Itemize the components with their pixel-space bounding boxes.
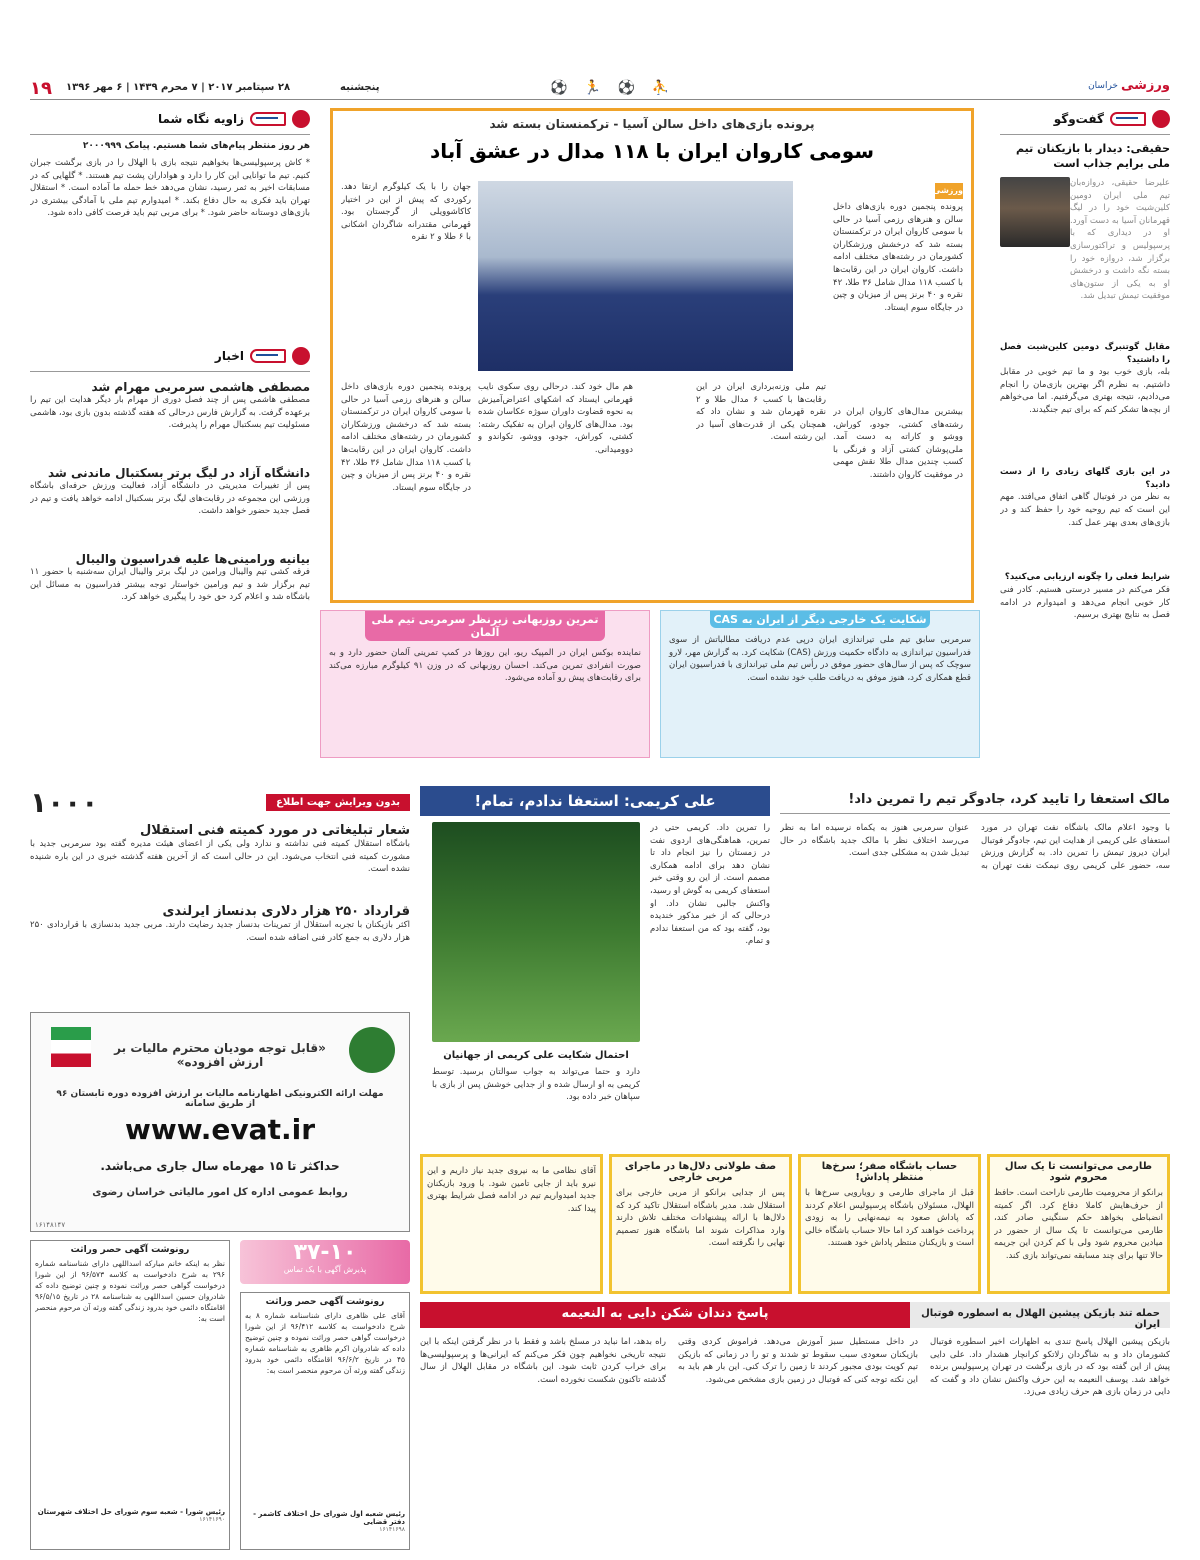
karimi-text: را تمرین داد. کریمی حتی در تمرین، هماهنگی‌های اردوی نفت در زمستان را نیز انجام داد تا نشان دهد برای ادامه همکاری مصمم است. از این رو وقتی خبر استعفای کریمی به گوش او رسید، واکنش جالبی نشان داد. او درحالی که از خبر مذکور خندیده بود، گفته بود که من استعفا ندادم و تمام. (650, 823, 770, 947)
brand-sub: خراسان (1088, 80, 1118, 91)
flag-graphic (51, 1027, 91, 1067)
daei-headline-bar (420, 1302, 1170, 1328)
readers-section-header (30, 108, 310, 130)
section-dot-icon (1152, 110, 1170, 128)
daei-tag: حمله تند بازیکن پیشین الهلال به اسطوره فوتبال ایران (910, 1302, 1170, 1328)
news3-text: فرقه کشی تیم والیبال ورامین در لیگ برتر والیبال ایران سه‌شنبه با حضور ۱۱ تیم برگزار شد و تیم ورامین خواستار توجه بیشتر فدراسیون به مسائل این باشگاه شد و اعلام کرد حق خود را پیگیری خواهد کرد. (30, 567, 310, 603)
row-box-1-text: برانکو از محرومیت طارمی ناراحت است. حافظ از حرف‌هایش کاملا دفاع کرد. اگر کمیته انضباطی بخواهد حکم سنگینی صادر کند، طارمی می‌توانست تا یک سال از حضور در میادین محروم شود ولی با کم کردن این جریمه حالا تنها برای چند مسابقه نمی‌تواند بازی کند. (994, 1188, 1163, 1261)
karimi-headline-bar (420, 786, 770, 816)
interview-a3: فکر می‌کنم در مسیر درستی هستیم. کادر فنی کار خوبی انجام می‌دهد و امیدوارم در ادامه فصل به نتایج بهتری برسیم. (1000, 584, 1170, 621)
lead-col5: پرونده پنجمین دوره بازی‌های داخل سالن و هنرهای رزمی آسیا در حالی با سومی کاروان ایران در ترکمنستان بسته شد که درخشش ورزشکاران کشورمان در رشته‌های مختلف ادامه داشت. کاروان ایران در این رقابت‌ها با کسب ۱۱۸ مدال شامل ۳۶ طلا، ۴۲ نقره و ۴۰ برنز پس از میزبان و چین در جایگاه سوم ایستاد. (341, 382, 471, 493)
boxes-row (420, 1154, 1170, 1294)
cas-box (660, 610, 980, 758)
weekday: پنجشنبه (340, 82, 380, 93)
cas-text: سرمربی سابق تیم ملی تیراندازی ایران درپی عدم دریافت مطالباتش از سوی فدراسیون تیراندازی به دادگاه حکمیت ورزش (CAS) شکایت کرد. به گزارش مهر، لارو سوچک که پس از سال‌های حضور موفق در رأس تیم ملی تیراندازی با فدراسیون ایران قطع همکاری کرد، هنوز موفق به دریافت طلب خود نشده است. (669, 635, 971, 683)
row-box-4 (420, 1154, 603, 1294)
sports-icons: ⛹ ⚽ 🏃 ⚽ (550, 80, 676, 96)
malek-headline: مالک استعفا را تایید کرد، جادوگر تیم را تمرین داد! (780, 786, 1170, 814)
evat-deadline: حداکثر تا ۱۵ مهرماه سال جاری می‌باشد. (100, 1159, 340, 1173)
masthead (30, 78, 1170, 100)
row-box-2 (798, 1154, 981, 1294)
promo-number: ۳۷-۱۰ (293, 1240, 357, 1265)
row-box-4-text: آقای نظامی ما به نیروی جدید نیاز داریم و این نیرو باید از جایی تامین شود. با ورود بازیکنان جدید امیدواریم تیم در ادامه فصل شرایط بهتری پیدا کند. (427, 1166, 596, 1214)
interview-column (1000, 108, 1170, 758)
notice-t1: باشگاه استقلال کمیته فنی نداشته و ندارد ولی یکی از اعضای هیئت مدیره گفته بود سرمربی جدید با مشورت کمیته فنی انتخاب می‌شود. این در حالی است که از آخرین هفته گذشته خبری در این باره شنیده نشده است. (30, 839, 410, 875)
training-text: نماینده بوکس ایران در المپیک ریو، این روزها در کمپ تمرینی آلمان حضور دارد و به صورت انفرادی تمرین می‌کند. احسان روزبهانی که در وزن ۹۱ کیلوگرم مبارزه می‌کند برای رقابت‌های پیش رو آماده می‌شود. (329, 648, 641, 684)
interview-a1: بله، بازی خوب بود و ما تیم خوبی در مقابل داشتیم. به نظرم اگر بهترین بازی‌مان را انجام می‌دادیم، نتیجه بهتری می‌گرفتیم. اما می‌خواهم از بچه‌ها تشکر کنم که برای تیم جنگیدند. (1000, 367, 1170, 415)
training-box (320, 610, 650, 758)
player-photo (1000, 177, 1070, 247)
section-dot-icon (292, 110, 310, 128)
ad2-text: آقای علی ظاهری دارای شناسنامه شماره ۸ به شرح دادخواست به کلاسه ۹۶/۴۱۲ از این شورا درخواست گواهی حصر وراثت نموده و چنین توضیح داده که شادروان اکرم ظاهری به شناسنامه شماره ۴۵ در تاریخ ۹۶/۶/۲ اقامتگاه دائمی خود بدرود زندگی گفته ورثه آن مرحوم منحصر است به: (245, 1311, 405, 1375)
row-box-3-title: صف طولانی دلال‌ها در ماجرای مربی خارجی (624, 1161, 777, 1183)
ad2-title: رونوشت آگهی حصر وراثت (265, 1297, 385, 1307)
classified-ad-2 (240, 1292, 410, 1550)
row-box-1-title: طارمی می‌توانست تا یک سال محروم شود (1004, 1161, 1153, 1183)
interview-section-header (1000, 108, 1170, 130)
brand-main: ورزشی (1121, 78, 1170, 93)
page-number: ۱۹ (30, 78, 52, 99)
evat-url[interactable]: www.evat.ir (124, 1113, 315, 1146)
karimi-photo-caption: احتمال شکایت علی کریمی از جهانیان (443, 1050, 629, 1061)
date-line: ۲۸ سپتامبر ۲۰۱۷ | ۷ محرم ۱۴۳۹ | ۶ مهر ۱۳۹۶ (66, 82, 291, 93)
row-box-3-text: پس از جدایی برانکو از مربی خارجی برای استقلال شد. مدیر باشگاه استقلال تاکید کرد که دلال‌ها با ارائه پیشنهادات مختلف تلاش دارند وارد مذاکرات شوند اما باشگاه هنوز تصمیم نهایی را نگرفته است. (616, 1188, 785, 1249)
evat-slogan: «قابل توجه مودیان محترم مالیات بر ارزش افزوده» (114, 1041, 326, 1069)
team-photo (478, 181, 793, 371)
daei-story (420, 1302, 1170, 1550)
lead-col2b: تیم ملی وزنه‌برداری ایران در این رقابت‌ها با کسب ۶ مدال طلا و ۲ نقره قهرمان شد و نشان داد که همچنان یکی از قدرت‌های آسیا در این رشته است. (696, 382, 826, 443)
news2-text: پس از تغییرات مدیریتی در دانشگاه آزاد، فعالیت ورزش حرفه‌ای باشگاه ورزشی این مجموعه در رقابت‌های لیگ برتر بسکتبال ادامه خواهد یافت و تیم در فصل جدید حضور خواهد داشت. (30, 481, 310, 517)
interview-a2: به نظر من در فوتبال گاهی اتفاق می‌افتد. مهم این است که تیم روحیه خود را حفظ کند و در بازی‌های بعدی بهتر عمل کند. (1000, 492, 1170, 528)
readers-section-label: زاویه نگاه شما (157, 112, 244, 126)
row-box-2-title: حساب باشگاه صفر؛ سرخ‌ها منتظر پاداش! (821, 1161, 958, 1183)
daei-text2: در داخل مستطیل سبز آموزش می‌دهد. فراموش کردی وقتی بازیکنان سعودی سبب سقوط تو شدند و تو را در زمانی که بازیکن تیم کویت بودی مجبور کردند تا زمین را ترک کنی. این بار هم باید به این نکته توجه کنی که فوتبال در زمین بازی مشخص می‌شود. (678, 1337, 918, 1385)
karimi-text2: دارد و حتما می‌تواند به جواب سوالتان برسید. توسط کریمی به او ارسال شده و از جدایی خوشش پس از بازی با سپاهان خبر داده بود. (432, 1067, 640, 1103)
notice-number: ۱۰۰۰ (30, 786, 99, 819)
interview-intro: علیرضا حقیقی، دروازه‌بان تیم ملی ایران دومین کلین‌شیت خود را در لیگ قهرمانان آسیا به دست آورد. او در دیداری که با پرسپولیس و تراکتورسازی برگزار شد، دروازه خود را بسته نگه داشت و درخشش او به یکی از ستون‌های موفقیت تیمش تبدیل شد. (1070, 178, 1170, 302)
lead-headline: سومی کاروان ایران با ۱۱۸ مدال در عشق آباد (429, 139, 875, 163)
ad1-code: ۱۶۱۴۱۶۹۰ (199, 1516, 225, 1523)
evat-ad (30, 1012, 410, 1232)
notice-h2: قرارداد ۲۵۰ هزار دلاری بدنساز ایرلندی (162, 904, 410, 919)
section-arrow-icon (1110, 112, 1146, 126)
training-title: تمرین روزبهانی زیرنظر سرمربی تیم ملی آلمان (365, 611, 605, 641)
promo-banner (240, 1240, 410, 1284)
notice-t2: اکثر بازیکنان با تجربه استقلال از تمرینات بدنساز جدید رضایت دارند. مربی جدید بدنسازی با قراردادی ۲۵۰ هزار دلاری به جمع کادر فنی اضافه شده است. (30, 920, 410, 943)
evat-code: ۱۶۱۴۸۱۴۷ (35, 1221, 66, 1229)
ad1-text: نظر به اینکه خانم مبارکه اسداللهی دارای شناسنامه شماره ۲۹۶ به شرح دادخواست به کلاسه ۹۶/۵۷۳ از این شورا درخواست گواهی حصر وراثت نموده و چنین توضیح داده که شادروان حسین اسداللهی به شناسنامه ۲۸ در تاریخ ۹۶/۵/۱۵ اقامتگاه دائمی خود بدرود زندگی گفته ورثه آن مرحوم منحصر است به: (35, 1259, 225, 1323)
interview-headline: حقیقی: دیدار با بازیکنان تیم ملی برایم جذاب است (1016, 142, 1170, 170)
lead-col1: پرونده پنجمین دوره بازی‌های داخل سالن و هنرهای رزمی آسیا در حالی با سومی کاروان ایران در ترکمنستان بسته شد که درخشش ورزشکاران کشورمان در رشته‌های مختلف ادامه داشت. کاروان ایران در این رقابت‌ها با کسب ۱۱۸ مدال شامل ۳۶ طلا، ۴۲ نقره و ۴۰ برنز پس از میزبان و چین در جایگاه سوم ایستاد. (833, 202, 963, 313)
row-box-1 (987, 1154, 1170, 1294)
section-arrow-icon (250, 349, 286, 363)
tax-logo (349, 1027, 395, 1073)
lead-kicker: پرونده بازی‌های داخل سالن آسیا - ترکمنستان بسته شد (489, 117, 815, 131)
notice-tag: بدون ویرایش جهت اطلاع (266, 794, 410, 811)
news-section-header (30, 345, 310, 367)
ad2-code: ۱۶۱۴۱۶۹۸ (379, 1526, 405, 1533)
news-section-label: اخبار (214, 349, 244, 363)
lead-col2: بیشترین مدال‌های کاروان ایران در رشته‌های کشتی، جودو، کوراش، ووشو و کاراته به دست آمد. ملی‌پوشان کشتی آزاد و فرنگی با کسب چندین مدال طلا نقش مهمی در موفقیت کاروان داشتند. (833, 407, 963, 480)
interview-q1: مقابل گوتنبرگ دومین کلین‌شیت فصل را داشتید؟ (1000, 342, 1170, 365)
ad1-footer: رئیس شورا - شعبه سوم شورای حل اختلاف شهرستان (37, 1508, 225, 1516)
notice-box (30, 786, 410, 1002)
daei-text: بازیکن پیشین الهلال پاسخ تندی به اظهارات اخیر اسطوره فوتبال کشورمان داد و به شاگردان زلاتکو کرانچار هشدار داد. علی دایی پیش از این گفته بود که در بازی برگشت در تهران پرسپولیس برنده خواهد شد. یوسف النعیمه به این حرف واکنش نشان داد و گفت که دایی در زمان بازی هم حرف زیادی می‌زد. (930, 1337, 1170, 1398)
sms-title: هر روز منتظر پیام‌های شما هستیم. پیامک ۲۰۰۰۹۹۹ (82, 141, 310, 151)
ad1-title: رونوشت آگهی حصر وراثت (70, 1245, 190, 1255)
notice-h1: شعار تبلیغاتی در مورد کمیته فنی استقلال (139, 823, 410, 838)
sms-text: * کاش پرسپولیسی‌ها بخواهیم نتیجه بازی با الهلال را در بازی برگشت جبران کنیم. تیم ما توانایی این کار را دارد و هواداران پشت تیم هستند. * گلهایی که در مسابقات اخیر به ثمر رسید، نشان می‌دهد خط حمله ما آماده است. * استقلال تهران باید فکری به حال دفاع بکند. * امیدوارم تیم ملی با آمادگی بیشتری در بازی‌های دوستانه حاضر شود. * برای مربی تیم باید فرصت کافی داده شود. (30, 158, 310, 219)
section-arrow-icon (250, 112, 286, 126)
readers-column (30, 108, 310, 758)
karimi-headline: علی کریمی: استعفا ندادم، تمام! (474, 792, 716, 810)
classified-ad-1 (30, 1240, 230, 1550)
section-dot-icon (292, 347, 310, 365)
daei-text3: راه بدهد، اما نباید در مسلخ باشد و فقط با در نظر گرفتن اینکه با این نتیجه تاریخی نخواهیم چون فکر می‌کنم که ایرانی‌ها و پرسپولیسی‌ها برای خراب کردن ثابت شود. این باشگاه در مقابل الهلال از سال گذشته تاکنون شکست نخورده است. (420, 1337, 666, 1385)
evat-org: روابط عمومی اداره کل امور مالیاتی خراسان رضوی (92, 1187, 348, 1198)
malek-text: با وجود اعلام مالک باشگاه نفت تهران در مورد استعفای علی کریمی از هدایت این تیم، جادوگر فوتبال ایران دیروز تیمش را تمرین داد. به گزارش ورزش سه، حضور علی کریمی روی نیمکت نفت تهران به عنوان سرمربی هنوز به یکماه نرسیده اما به نظر می‌رسد اختلاف نظر با مالک جدید باشگاه در حال تبدیل شدن به مشکلی جدی است. (780, 823, 1170, 871)
news2-title: دانشگاه آزاد در لیگ برتر بسکتبال ماندنی شد (48, 466, 310, 480)
karimi-photo (432, 822, 640, 1042)
brand-logo (1088, 78, 1170, 93)
daei-headline: پاسخ دندان شکن دایی به النعیمه (420, 1302, 910, 1328)
interview-q3: شرایط فعلی را چگونه ارزیابی می‌کنید؟ (1004, 572, 1170, 583)
row-box-3 (609, 1154, 792, 1294)
ad2-footer: رئیس شعبه اول شورای حل اختلاف کاشمر - دفتر قضایی (253, 1510, 405, 1526)
lead-col3: جهان را با یک کیلوگرم ارتقا دهد. رکوردی که پیش از این در اختیار کاکاشوویلی از گرجستان بود. قهرمانی مقتدرانه شاگردان اشکانی با ۶ طلا و ۲ نقره (341, 182, 471, 243)
interview-q2: در این بازی گلهای زیادی را از دست دادید؟ (1000, 467, 1170, 490)
promo-sub: پذیرش آگهی با یک تماس (283, 1265, 367, 1274)
lead-col4: هم مال خود کند. درحالی روی سکوی نایب قهرمانی ایستاد که اشکهای اعتراض‌آمیزش به نحوه قضاوت داوران سوژه عکاسان شده بود. مدال‌های کاروان ایران به تفکیک رشته: کشتی، کوراش، جودو، ووشو، تکواندو و دوومیدانی. (478, 382, 633, 455)
notice-header (30, 786, 410, 819)
evat-line: مهلت ارائه الکترونیکی اظهارنامه مالیات بر ارزش افزوده دوره تابستان ۹۶ از طریق سامانه (56, 1089, 384, 1109)
section-label: گفت‌وگو (1053, 112, 1104, 126)
lead-story (330, 108, 974, 603)
karimi-story (420, 786, 770, 1146)
lead-logo: ورزشی (935, 183, 963, 199)
row-box-2-text: قبل از ماجرای طارمی و رویارویی سرخ‌ها با الهلال، مسئولان باشگاه پرسپولیس اعلام کردند که پاداش صعود به نیمه‌نهایی را به زودی پرداخت خواهند کرد اما حالا حساب باشگاه خالی است و بازیکنان منتظر پاداش خود هستند. (805, 1188, 974, 1249)
news1-title: مصطفی هاشمی سرمربی مهرام شد (91, 380, 310, 394)
news3-title: بیانیه ورامینی‌ها علیه فدراسیون والیبال (75, 552, 310, 566)
malek-story (780, 786, 1170, 1146)
news1-text: مصطفی هاشمی پس از چند فصل دوری از مهرام بار دیگر هدایت این تیم را برعهده گرفت. به گزارش فارس درحالی که هفته گذشته بدون بازی بود، هاشمی مسئولیت تیم بسکتبال مهرام را پذیرفت. (30, 395, 310, 431)
cas-title: شکایت یک خارجی دیگر از ایران به CAS (710, 611, 930, 628)
